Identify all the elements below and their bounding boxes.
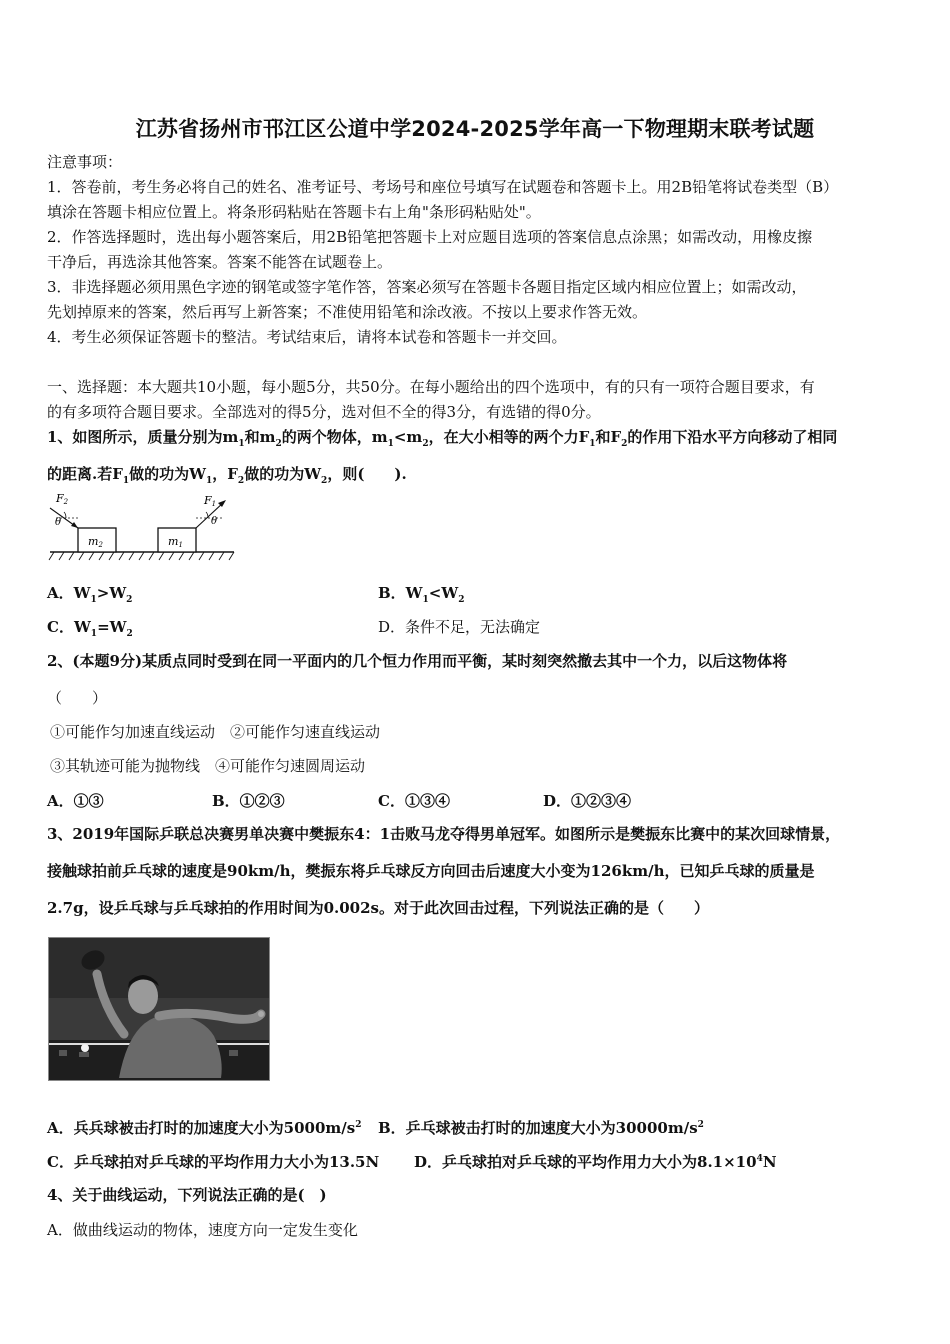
notice-heading: 注意事项：	[47, 153, 123, 171]
q2-option-a: A．①③	[47, 792, 104, 810]
force-diagram	[44, 490, 240, 564]
q3-option-b: B．乒乓球被击打时的加速度大小为$30000m/s^2$	[378, 1119, 704, 1137]
notice-line: 干净后，再选涂其他答案。答案不能答在试题卷上。	[47, 253, 393, 271]
force-f2-arrowhead	[71, 522, 78, 528]
question-1-stem-2: 的距离.若$F_1$做的功为$W_1$，$F_2$做的功为$W_2$，则( ).	[47, 465, 407, 486]
question-3-stem-2: 接触球拍前乒乓球的速度是90km/h，樊振东将乒乓球反方向回击后速度大小变为126km/h，已知乒乓球的质量是	[47, 862, 815, 880]
block-m2-label: m2	[88, 535, 103, 549]
notice-line: 1．答卷前，考生务必将自己的姓名、准考证号、考场号和座位号填写在试题卷和答题卡上。用2B铅笔将试卷类型（B）	[47, 178, 839, 196]
table-tennis-photo	[48, 937, 270, 1081]
q2-option-c: C．①③④	[378, 792, 450, 810]
section-instructions: 一、选择题：本大题共10小题，每小题5分，共50分。在每小题给出的四个选项中，有的只有一项符合题目要求，有	[47, 378, 815, 396]
q3-option-c: C．乒乓球拍对乒乓球的平均作用力大小为13.5N	[47, 1153, 380, 1171]
page-title: 江苏省扬州市邗江区公道中学2024-2025学年高一下物理期末联考试题	[135, 117, 815, 141]
q4-option-a: A．做曲线运动的物体，速度方向一定发生变化	[47, 1221, 358, 1239]
question-1-stem: 1、如图所示，质量分别为$m_1$和$m_2$的两个物体，$m_1<m_2$，在大小相等的两个力$F_1$和$F_2$的作用下沿水平方向移动了相同	[47, 428, 838, 449]
question-4-stem: 4、关于曲线运动，下列说法正确的是( )	[47, 1186, 327, 1204]
question-2-statement: ③其轨迹可能为抛物线 ④可能作匀速圆周运动	[50, 757, 366, 775]
q2-option-b: B．①②③	[212, 792, 285, 810]
block-m1-label: m1	[168, 535, 183, 549]
f2-angle-arc	[64, 512, 66, 518]
f2-angle-label: θ	[55, 517, 62, 528]
q1-option-d: D．条件不足，无法确定	[378, 618, 541, 636]
question-2-stem: 2、(本题9分)某质点同时受到在同一平面内的几个恒力作用而平衡，某时刻突然撤去其中一个力，以后这物体将	[47, 652, 788, 670]
question-2-statement: ①可能作匀加速直线运动 ②可能作匀速直线运动	[50, 723, 381, 741]
force-f1-label: F1	[204, 494, 217, 508]
force-f2-label: F2	[56, 492, 69, 506]
notice-line: 2．作答选择题时，选出每小题答案后，用2B铅笔把答题卡上对应题目选项的答案信息点涂黑；如需改动，用橡皮擦	[47, 228, 813, 246]
q1-option-b: B．$W_1<W_2$	[378, 584, 465, 605]
q3-option-d: D．乒乓球拍对乒乓球的平均作用力大小为$8.1\times 10^4N$	[414, 1153, 777, 1171]
ground-hatching	[49, 552, 234, 560]
section-instructions: 的有多项符合题目要求。全部选对的得5分，选对但不全的得3分，有选错的得0分。	[47, 403, 601, 421]
notice-line: 4．考生必须保证答题卡的整洁。考试结束后，请将本试卷和答题卡一并交回。	[47, 328, 567, 346]
q1-option-a: A．$W_1>W_2$	[47, 584, 133, 605]
notice-line: 先划掉原来的答案，然后再写上新答案；不准使用铅笔和涂改液。不按以上要求作答无效。	[47, 303, 648, 321]
question-3-stem: 3、2019年国际乒联总决赛男单决赛中樊振东4：1击败马龙夺得男单冠军。如图所示是樊振东比赛中的某次回球情景，	[47, 825, 841, 843]
f1-angle-label: θ	[211, 516, 218, 527]
q1-option-c: C．$W_1=W_2$	[47, 618, 133, 639]
question-2-stem-2: （ ）	[47, 689, 108, 707]
question-3-stem-3: 2.7g，设乒乓球与乒乓球拍的作用时间为0.002s。对于此次回击过程，下列说法正确的是（ ）	[47, 899, 710, 917]
notice-line: 填涂在答题卡相应位置上。将条形码粘贴在答题卡右上角"条形码粘贴处"。	[47, 203, 541, 221]
notice-line: 3．非选择题必须用黑色字迹的钢笔或签字笔作答，答案必须写在答题卡各题目指定区域内相应位置上；如需改动，	[47, 278, 807, 296]
q3-option-a: A．兵兵球被击打时的加速度大小为$5000m/s^2$	[47, 1119, 362, 1137]
q2-option-d: D．①②③④	[543, 792, 632, 810]
